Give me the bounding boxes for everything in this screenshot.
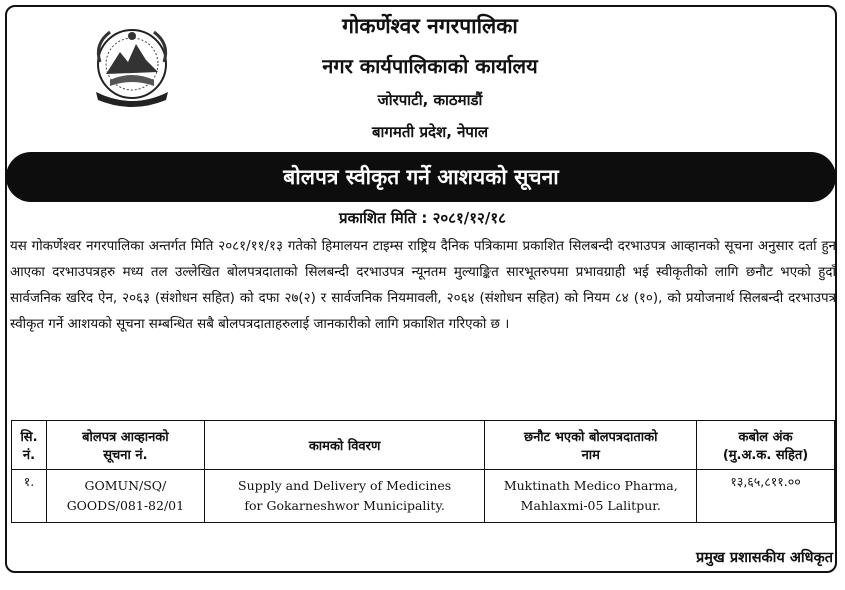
notice-title: बोलपत्र स्वीकृत गर्ने आशयको सूचना bbox=[283, 165, 559, 189]
cell-amount: १३,६५,८११.०० bbox=[697, 470, 835, 523]
header-bidder: छनौट भएको बोलपत्रदाताको नाम bbox=[485, 421, 697, 470]
table-row bbox=[12, 470, 835, 523]
signatory-title: प्रमुख प्रशासकीय अधिकृत bbox=[696, 550, 833, 566]
province-country: बागमती प्रदेश, नेपाल bbox=[371, 123, 489, 141]
office-address: जोरपाटी, काठमाडौं bbox=[377, 91, 483, 109]
bid-table bbox=[11, 420, 835, 523]
published-date: प्रकाशित मिति : २०८१/१२/१८ bbox=[339, 209, 506, 227]
notice-title-banner bbox=[6, 152, 836, 202]
table-header-row bbox=[12, 421, 835, 470]
municipality-name: गोकर्णेश्वर नगरपालिका bbox=[342, 14, 518, 38]
cell-sn: १. bbox=[12, 470, 47, 523]
cell-notice-no: GOMUN/SQ/ GOODS/081-82/01 bbox=[46, 470, 204, 523]
header-sn: सि. नं. bbox=[12, 421, 47, 470]
header-notice-no: बोलपत्र आव्हानको सूचना नं. bbox=[46, 421, 204, 470]
nepal-government-emblem-icon bbox=[80, 14, 184, 118]
cell-description: Supply and Delivery of Medicines for Gokarneshwor Municipality. bbox=[204, 470, 485, 523]
cell-bidder: Muktinath Medico Pharma, Mahlaxmi-05 Lalitpur. bbox=[485, 470, 697, 523]
office-name: नगर कार्यपालिकाको कार्यालय bbox=[322, 54, 538, 78]
header-amount: कबोल अंक (मु.अ.क. सहित) bbox=[697, 421, 835, 470]
header-description: कामको विवरण bbox=[204, 421, 485, 470]
notice-body: यस गोकर्णेश्वर नगरपालिका अन्तर्गत मिति २०८१/११/१३ गतेको हिमालयन टाइम्स राष्ट्रिय दैनिक पत्रिकामा प्रकाशित सिलबन्दी दरभाउपत्र आव्हानको सूचना अनुसार दर्ता हुन आएका दरभाउपत्रहरु मध्य तल उल्लेखित बोलपत्रदाताको सिलबन्दी दरभाउपत्र न्यूनतम मुल्याङ्कित सारभूतरुपमा प्रभावग्राही भई स्वीकृतीको लागि छनौट भएको हुदाँ सार्वजनिक खरिद ऐन, २०६३ (संशोधन सहित) को दफा २७(२) र सार्वजनिक नियमावली, २०६४ (संशोधन सहित) को नियम ८४ (१०), को प्रयोजनार्थ सिलबन्दी दरभाउपत्र स्वीकृत गर्ने आशयको सूचना सम्बन्धित सबै बोलपत्रदाताहरुलाई जानकारीको लागि प्रकाशित गरिएको छ । bbox=[10, 239, 836, 332]
